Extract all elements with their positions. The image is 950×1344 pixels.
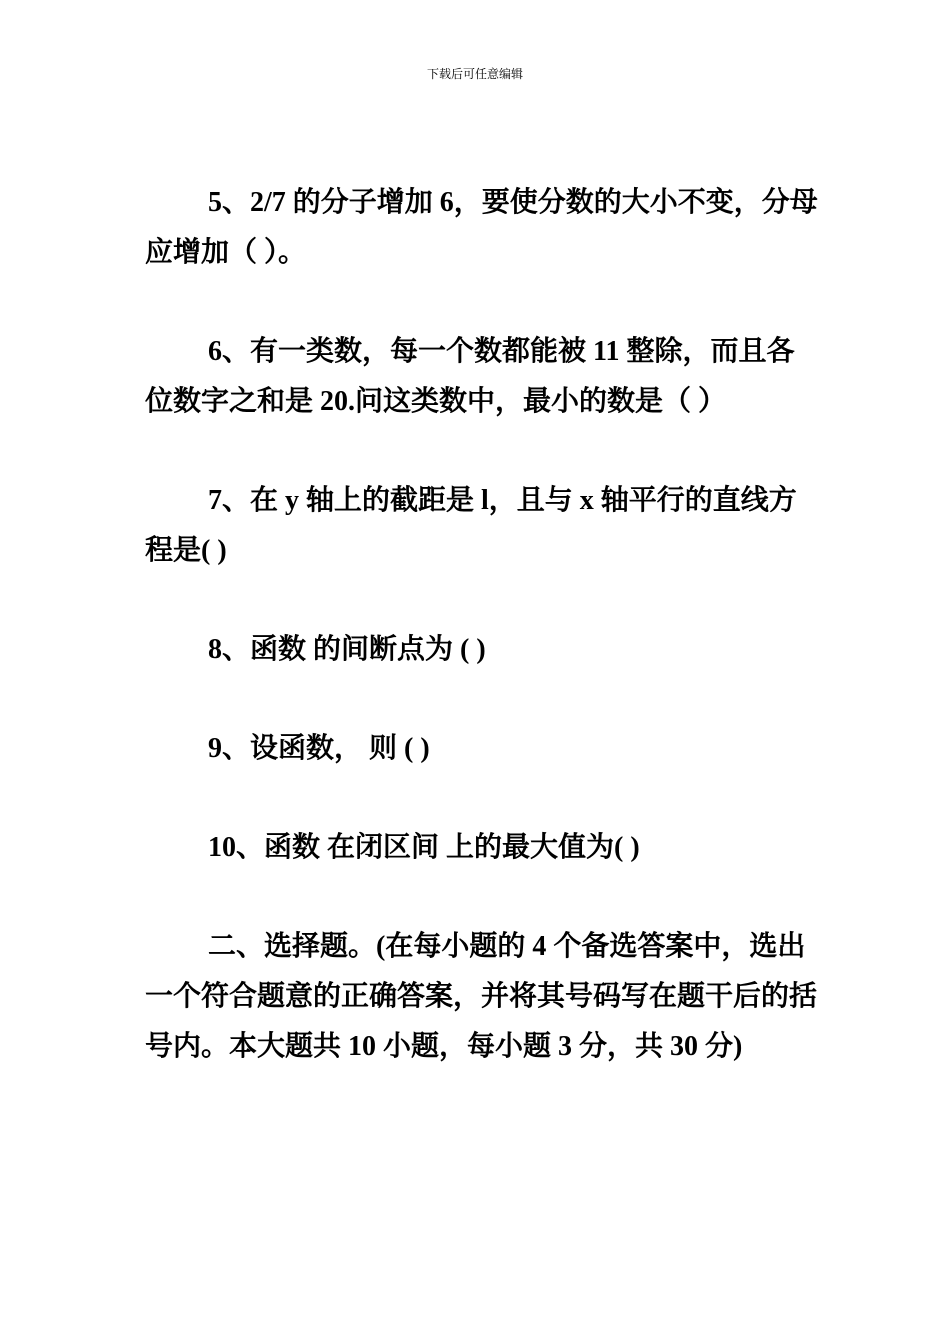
document-body <box>145 178 821 1121</box>
question-10: 10、函数 在闭区间 上的最大值为( ) <box>208 832 640 863</box>
question-7: 7、在 y 轴上的截距是 l，且与 x 轴平行的直线方程是( ) <box>145 485 797 566</box>
question-9: 9、设函数， 则 ( ) <box>208 733 430 764</box>
question-5: 5、2/7 的分子增加 6，要使分数的大小不变，分母应增加（ ）。 <box>145 187 818 268</box>
section-heading-multiple-choice: 二、选择题。(在每小题的 4 个备选答案中，选出一个符合题意的正确答案，并将其号码写在题干后的括号内。本大题共 10 小题，每小题 3 分，共 30 分) <box>145 931 818 1062</box>
question-6: 6、有一类数，每一个数都能被 11 整除，而且各位数字之和是 20.问这类数中，最小的数是（ ） <box>145 336 795 417</box>
page-header: 下载后可任意编辑 <box>426 67 523 81</box>
question-8: 8、函数 的间断点为 ( ) <box>208 634 486 665</box>
